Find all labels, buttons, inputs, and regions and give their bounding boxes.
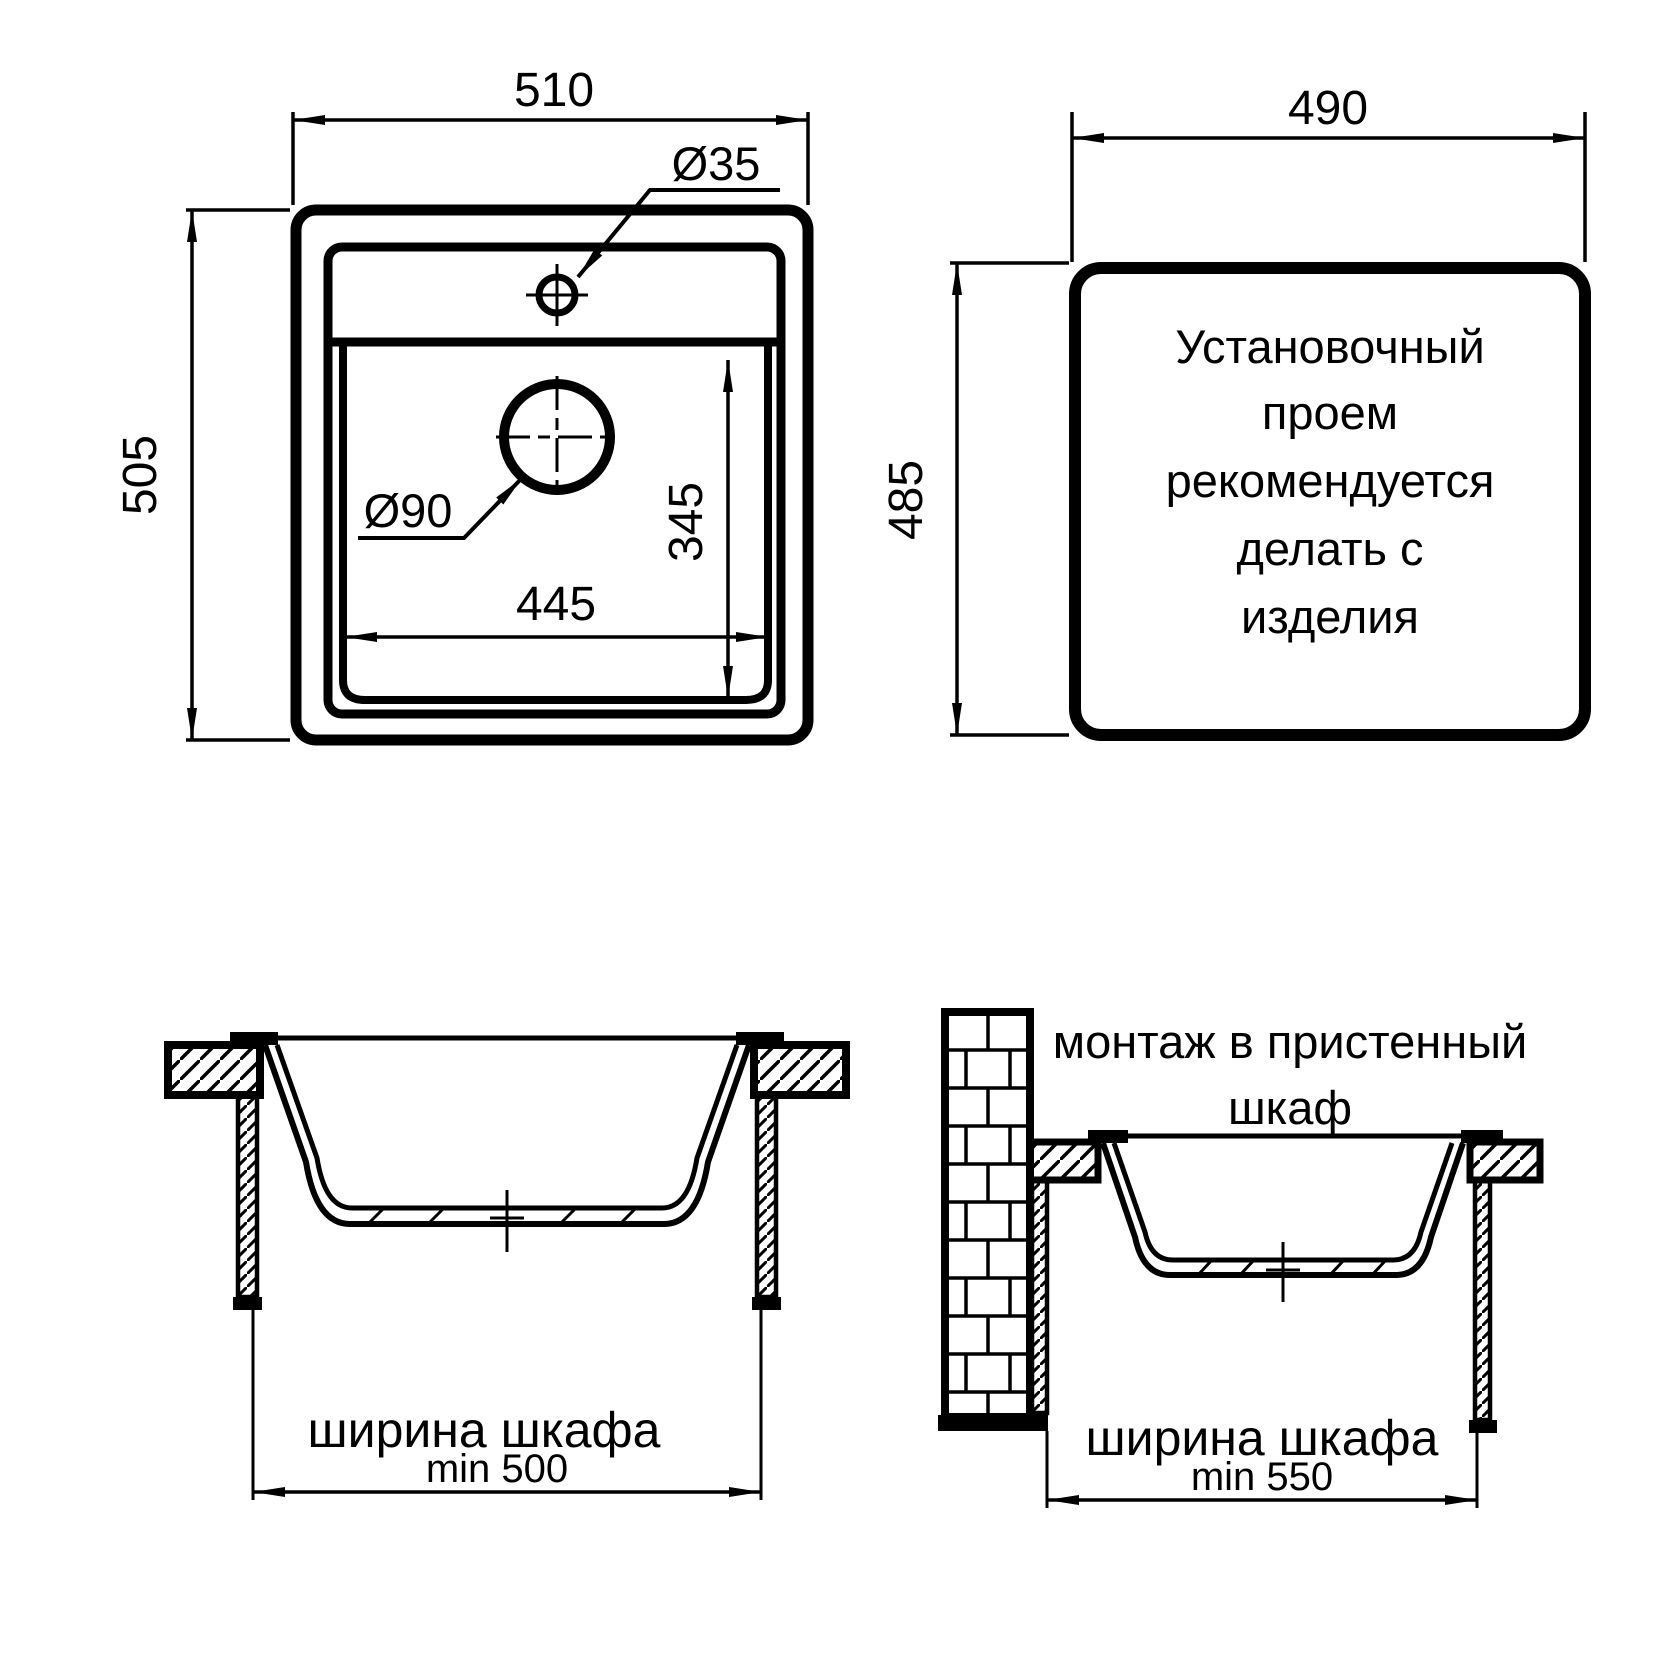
dim-510-value: 510 (513, 64, 595, 117)
side-title-line-2: шкаф (1227, 1081, 1353, 1134)
countertop-left (168, 1045, 260, 1095)
dim-490-value: 490 (1287, 82, 1369, 135)
note-line-2: проем (1261, 386, 1399, 439)
side-rim-clamp-right (1461, 1130, 1503, 1143)
faucet-dia-label: Ø35 (671, 137, 761, 190)
cabinet-panel-right (757, 1095, 776, 1297)
drain-dia-label: Ø90 (363, 484, 453, 537)
side-countertop-right (1470, 1142, 1540, 1180)
side-cabinet-width-min-value: min 550 (1190, 1455, 1334, 1499)
side-cabinet-panel-left (1032, 1180, 1047, 1413)
side-cabinet-width-label: ширина шкафа (1085, 1410, 1439, 1466)
wall-bottom-band (938, 1415, 1048, 1431)
note-line-5: изделия (1241, 590, 1419, 643)
rim-clamp-right (736, 1032, 784, 1045)
side-cabinet-panel-right (1475, 1180, 1490, 1420)
dim-345-value: 345 (660, 481, 713, 563)
note-line-4: делать с (1236, 522, 1424, 575)
note-line-1: Установочный (1175, 320, 1485, 373)
dim-505-value: 505 (114, 434, 167, 516)
side-title-line-1: монтаж в пристенный (1052, 1015, 1528, 1068)
cabinet-width-label: ширина шкафа (307, 1402, 661, 1458)
note-line-3: рекомендуется (1165, 454, 1495, 507)
panel-cap-left (233, 1297, 262, 1310)
cabinet-panel-left (238, 1095, 257, 1297)
side-countertop-left (1030, 1142, 1098, 1180)
countertop-right (754, 1045, 846, 1095)
side-panel-cap-right (1469, 1420, 1497, 1433)
side-rim-clamp-left (1088, 1130, 1128, 1143)
panel-cap-right (752, 1297, 781, 1310)
cabinet-width-min-value: min 500 (425, 1447, 569, 1491)
dim-485-value: 485 (880, 459, 933, 541)
rim-clamp-left (230, 1032, 278, 1045)
dim-445-value: 445 (515, 578, 597, 631)
